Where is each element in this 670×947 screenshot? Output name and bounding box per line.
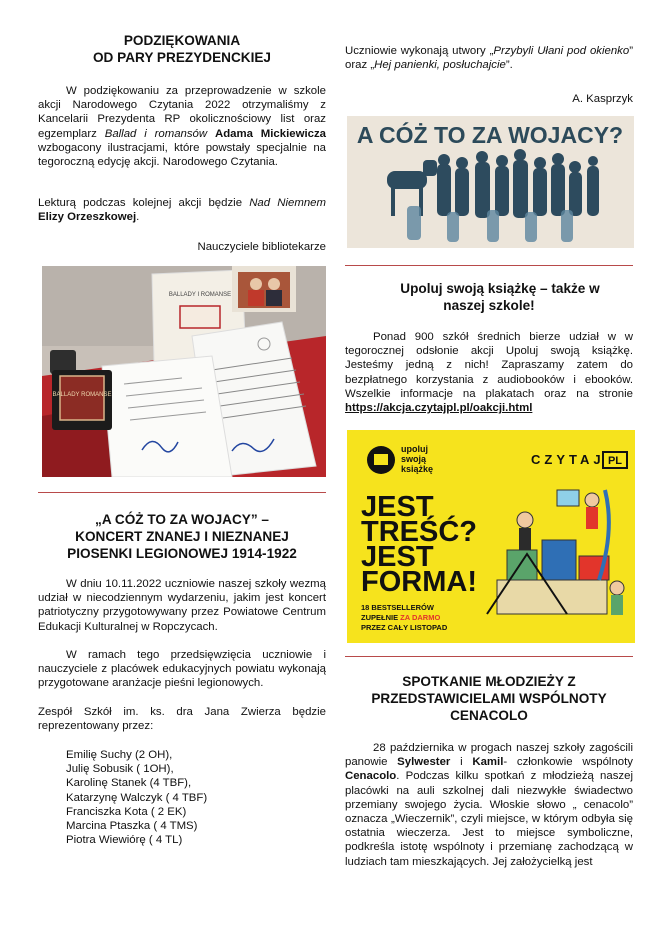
- banner-title: A CÓŻ TO ZA WOJACY?: [356, 122, 624, 148]
- person-name: Kamil: [472, 756, 504, 769]
- text: W podziękowaniu za przeprowadzenie w szkole akcji Narodowego Czytania 2022 otrzymaliśmy z Kancelarii Prezydenta RP okolicznościowy list oraz egzemplarz: [38, 85, 326, 140]
- author-name: Adama Mickiewicza: [214, 127, 326, 140]
- song-title: Przybyli Ułani pod okienko: [493, 45, 630, 57]
- thanks-paragraph-2: [38, 196, 326, 224]
- list-item: Karolinę Stanek (4 TBF),: [66, 777, 192, 790]
- meeting-heading: [345, 673, 633, 724]
- book-hunt-title-line1: Upoluj swoją książkę – także w: [400, 281, 600, 296]
- letter-photo: [42, 266, 326, 477]
- songs-signature: A. Kasprzyk: [572, 93, 633, 105]
- poster-headline-2: TREŚĆ?: [361, 516, 477, 548]
- photo-stamp-text: BALLADY ROMANSE: [52, 392, 112, 398]
- book-hunt-title-line2: naszej szkole!: [443, 298, 535, 313]
- author-name: Elizy Orzeszkowej: [38, 211, 137, 224]
- poster-logo-line1: upoluj: [401, 444, 428, 454]
- poster-logo-line2: swoją: [401, 454, 427, 464]
- poster-small-1: 18 BESTSELLERÓW: [361, 603, 434, 612]
- person-name: Sylwester: [397, 756, 451, 769]
- text: 28 października w progach naszej szkoły zagościli panowie: [345, 742, 633, 769]
- concert-banner: [347, 116, 634, 248]
- list-item: Katarzynę Walczyk ( 4 TBF): [66, 791, 208, 804]
- concert-title-line3: PIOSENKI LEGIONOWEJ 1914-1922: [67, 546, 297, 561]
- czytaj-poster: [347, 430, 635, 643]
- section-divider: [38, 492, 326, 493]
- poster-headline-1: JEST: [361, 491, 434, 523]
- concert-title-line1: „A CÓŻ TO ZA WOJACY” –: [95, 512, 269, 527]
- list-item: Piotra Wiewiórę ( 4 TL): [66, 834, 183, 847]
- poster-small-3: PRZEZ CAŁY LISTOPAD: [361, 623, 448, 632]
- songs-paragraph: [345, 44, 633, 72]
- list-item: Julię Sobusik ( 1OH),: [66, 763, 174, 776]
- section-divider: [345, 265, 633, 266]
- concert-paragraph-1: W dniu 10.11.2022 uczniowie naszej szkoły wezmą udział w niecodziennym wydarzeniu, jakim jest koncert patriotyczny przygotowywany przez Powiatowe Centrum Edukacji Kulturalnej w Ropczycach.: [38, 578, 326, 633]
- thanks-signature: Nauczyciele bibliotekarze: [197, 241, 326, 253]
- song-title: Hej panienki, posłuchajcie: [374, 59, 506, 72]
- text: . Podczas kilku spotkań z młodzieżą naszej placówki na auli szkolnej dali niezwykłe świadectwo przemiany swojego życia. Włoskie słowo „ cenacolo” oznacza „Wieczernik”, czyli miejsce, w którym odbyła się ostatnia wieczerza. Jest to miejsce symboliczne, podkreśla istotę wspólnoty i przemianę zachodzącą w ludziach tam mieszkających. Jej założycielką jest: [345, 770, 633, 868]
- text: Ponad 900 szkół średnich bierze udział w w tegorocznej odsłonie akcji Upoluj swoją książkę. Jesteśmy jedną z nich! Zapraszamy zatem do bezpłatnego korzystania z audiobooków i ebooków. Wszelkie informacje na plakatach oraz na stronie: [345, 331, 633, 400]
- text: - członkowie wspólnoty: [503, 756, 633, 769]
- concert-heading: [38, 511, 326, 562]
- text: ” oraz „: [345, 45, 633, 72]
- meeting-title-line1: SPOTKANIE MŁODZIEŻY Z: [402, 674, 576, 689]
- thanks-title-line2: OD PARY PREZYDENCKIEJ: [92, 50, 271, 65]
- meeting-paragraph: [345, 741, 633, 869]
- text: .: [136, 211, 140, 224]
- book-title: Nad Niemnem: [249, 197, 326, 209]
- book-title: Ballad i romansów: [104, 127, 208, 140]
- list-item: Marcina Ptaszka ( 4 TMS): [66, 820, 198, 833]
- text: Uczniowie wykonają utwory „: [345, 45, 494, 57]
- poster-headline-4: FORMA!: [361, 566, 477, 598]
- concert-paragraph-3: Zespół Szkół im. ks. dra Jana Zwierza będzie reprezentowany przez:: [38, 706, 326, 733]
- poster-brand-box: PL: [607, 455, 623, 467]
- poster-logo-line3: książkę: [401, 464, 434, 474]
- concert-paragraph-2: W ramach tego przedsięwzięcia uczniowie i nauczyciele z placówek edukacyjnych powiatu wykonają przygotowane aranżacje pieśni legionowych.: [38, 649, 326, 690]
- book-hunt-heading: [345, 280, 633, 314]
- community-name: Cenacolo: [345, 770, 397, 783]
- meeting-title-line3: CENACOLO: [450, 708, 528, 723]
- photo-book-title: BALLADY I ROMANSE: [168, 292, 232, 298]
- text: ”.: [505, 59, 513, 72]
- book-hunt-paragraph: [345, 330, 633, 415]
- czytaj-link[interactable]: https://akcja.czytajpl.pl/oakcji.html: [345, 402, 533, 415]
- list-item: Emilię Suchy (2 OH),: [66, 749, 173, 761]
- poster-brand: CZYTAJ: [531, 452, 605, 467]
- meeting-title-line2: PRZEDSTAWICIELAMI WSPÓLNOTY: [371, 691, 607, 706]
- list-item: Franciszka Kota ( 2 EK): [66, 805, 187, 818]
- text: wzbogacony ilustracjami, które powstały specjalnie na tegoroczną edycję akcji. Narodowego Czytania.: [38, 141, 326, 169]
- text: Lekturą podczas kolejnej akcji będzie: [38, 197, 250, 209]
- thanks-heading: [38, 32, 326, 66]
- thanks-paragraph-1: [38, 84, 326, 169]
- text: i: [450, 756, 473, 769]
- poster-small-2: ZUPEŁNIE ZA DARMO: [361, 613, 441, 622]
- letter-photo-illustration: [42, 266, 326, 477]
- soldiers-banner-illustration: [347, 116, 634, 248]
- section-divider: [345, 656, 633, 657]
- concert-title-line2: KONCERT ZNANEJ I NIEZNANEJ: [75, 529, 289, 544]
- czytaj-poster-illustration: [347, 430, 635, 643]
- thanks-title-line1: PODZIĘKOWANIA: [123, 33, 241, 48]
- poster-headline-3: JEST: [361, 541, 434, 573]
- participants-list: [38, 748, 326, 847]
